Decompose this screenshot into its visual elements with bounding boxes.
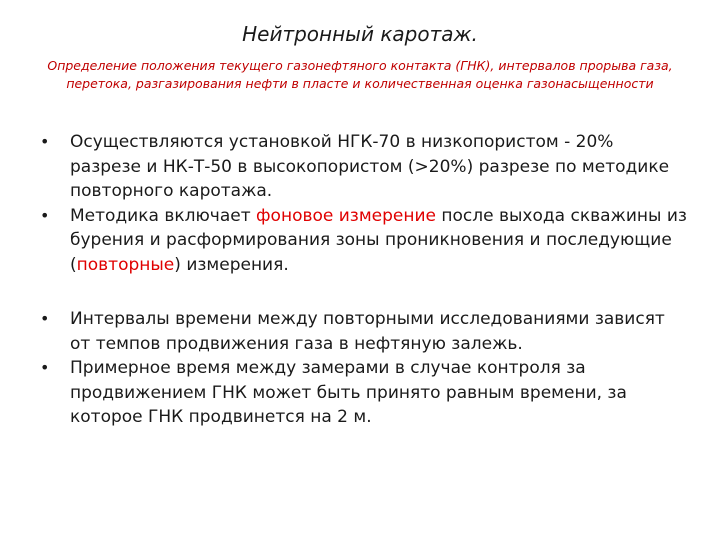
bullet-item-2 [38,204,688,278]
slide-title: Нейтронный каротаж. [242,22,478,46]
slide-subtitle: Определение положения текущего газонефтяного контакта (ГНК), интервалов прорыва газа, перетока, разгазирования нефти в пласте и количественная оценка газонасыщенности [47,58,673,91]
highlighted-term: фоновое измерение [256,205,436,226]
bullet-dot-icon: • [40,132,50,151]
bullet-text: Осуществляются установкой НГК-70 в низкопористом - 20% разрезе и НК-Т-50 в высокопористом (>20%) разрезе по методике повторного каротажа. [70,132,670,201]
bullet-text-part: после выхода скважины из бурения и расформирования зоны проникновения и последующие ( [70,205,687,275]
bullet-item-4 [38,356,688,430]
bullet-item-1 [38,130,688,204]
bullet-list [38,130,688,430]
bullet-dot-icon: • [40,358,50,377]
bullet-dot-icon: • [40,205,50,225]
bullet-item-3 [38,307,688,356]
bullet-text: Интервалы времени между повторными исследованиями зависят от темпов продвижения газа в нефтяную залежь. [70,309,665,354]
bullet-dot-icon: • [40,309,50,328]
bullet-text-part: ) измерения. [174,254,289,275]
highlighted-term: повторные [76,254,175,275]
bullet-text-part: Методика включает [70,205,257,226]
bullet-text: Примерное время между замерами в случае контроля за продвижением ГНК может быть принято равным времени, за которое ГНК продвинется на 2 м. [70,358,627,427]
